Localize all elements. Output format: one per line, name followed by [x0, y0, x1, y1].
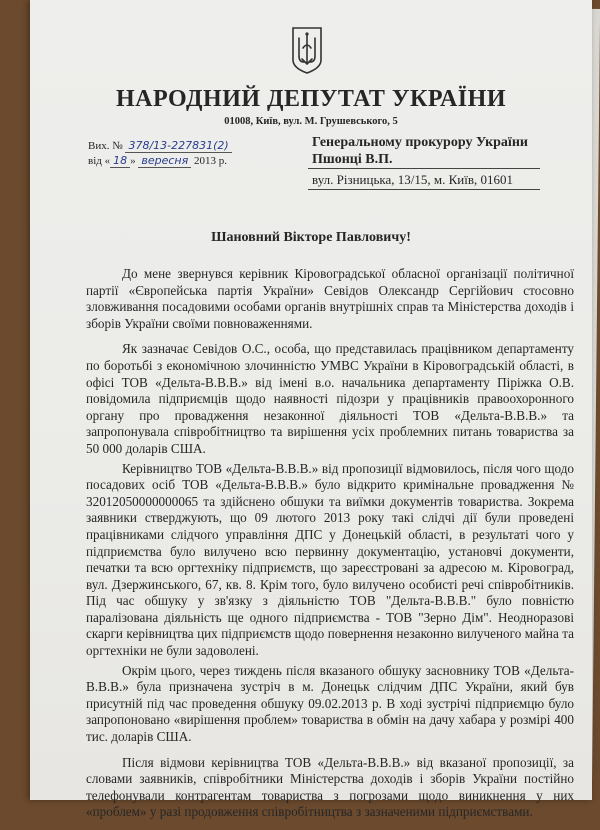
- document-title: НАРОДНИЙ ДЕПУТАТ УКРАЇНИ: [116, 86, 506, 112]
- paragraph: До мене звернувся керівник Кіровоградської обласної організації політичної партії «Європейська партія України» Севідов Олександр Сергійович стосовно зловживання посадовими особами органів внутрішніх справ та Міністерства доходів і зборів України своїми повноваженнями.: [86, 266, 574, 331]
- recipient-address: вул. Різницька, 13/15, м. Київ, 01601: [312, 172, 513, 187]
- trident-coat-of-arms-icon: [290, 26, 324, 74]
- date-label: від «: [88, 155, 111, 167]
- paragraph: Окрім цього, через тиждень після вказаного обшуку засновнику ТОВ «Дельта-В.В.В.» була призначена зустріч в м. Донецьк слідчим ДПС України, який був присутній під час проведення обшуку 09.02.2013 р. В ході зустрічі підприємцю було запропоновано «вирішення проблем» товариства в обмін на дачу хабара у розмірі 400 тис. доларів США.: [86, 662, 574, 745]
- recipient-name: Пшонці В.П.: [312, 152, 393, 167]
- outgoing-number-label: Вих. №: [88, 140, 123, 152]
- date-month: вересня: [138, 154, 191, 168]
- outgoing-number-line: [88, 139, 232, 153]
- divider: [308, 168, 540, 169]
- date-year: 2013 р.: [193, 155, 227, 167]
- date-separator: »: [130, 155, 136, 167]
- recipient-title: Генеральному прокурору України: [312, 135, 528, 150]
- paragraph: Після відмови керівництва ТОВ «Дельта-В.В.В.» від вказаної пропозиції, за словами заявників, співробітники Міністерства доходів і зборів України постійно телефонували контрагентам товариства з погрозами щодо виникнення у них «проблем» у разі продовження співробітництва з зазначеними підприємствами.: [86, 754, 574, 820]
- letter-body: [86, 266, 574, 830]
- sender-address: 01008, Київ, вул. М. Грушевського, 5: [224, 116, 398, 127]
- paragraph: Керівництво ТОВ «Дельта-В.В.В.» від пропозиції відмовилось, після чого щодо посадових осіб ТОВ «Дельта-В.В.В.» було відкрито кримінальне провадження № 32012050000000065 та здійснено обшуки та виїмки документів товариства. Зокрема заявники стверджують, що 09 лютого 2013 року такі слідчі дії були проведені працівниками слідчого управління ДПС у Донецькій області, в результаті чого у підприємства було вилучено всю первинну документацію, установчі документи, печатки та всю оргтехніку підприємств, що зареєстровані за адресою м. Кіровоград, вул. Дзержинського, 67, кв. 8. Крім того, було вилучено особисті речі співробітників. Під час обшуку у зв'язку з діяльністю ТОВ "Дельта-В.В.В." було повністю паралізована діяльність ще одного підприємства - ТОВ "Зерно Дім". Неодноразові скарги керівництва цих підприємств щодо повернення незаконно вилученого майна та оргтехніки не були задоволені.: [86, 460, 574, 659]
- paragraph: Як зазначає Севідов О.С., особа, що представилась працівником департаменту по боротьбі з економічною злочинністю УМВС України в Кіровоградській області, в офісі ТОВ «Дельта-В.В.В.» від імені в.о. начальника департаменту Піріжка О.В. повідомила підприємців щодо наявності підозри у працівників правоохоронного органу про провадження незаконної діяльності ТОВ «Дельта-В.В.В.» та запропонувала співробітництво та вирішення усіх проблемних питань товариства за 50 000 доларів США.: [86, 341, 574, 456]
- salutation: Шановний Вікторе Павловичу!: [211, 230, 411, 245]
- date-line: [88, 154, 227, 168]
- letter-page: [30, 0, 592, 820]
- divider: [308, 189, 540, 190]
- recipient-block: [312, 134, 528, 168]
- date-day: 18: [110, 154, 130, 168]
- outgoing-number-value: 378/13-227831(2): [125, 139, 231, 153]
